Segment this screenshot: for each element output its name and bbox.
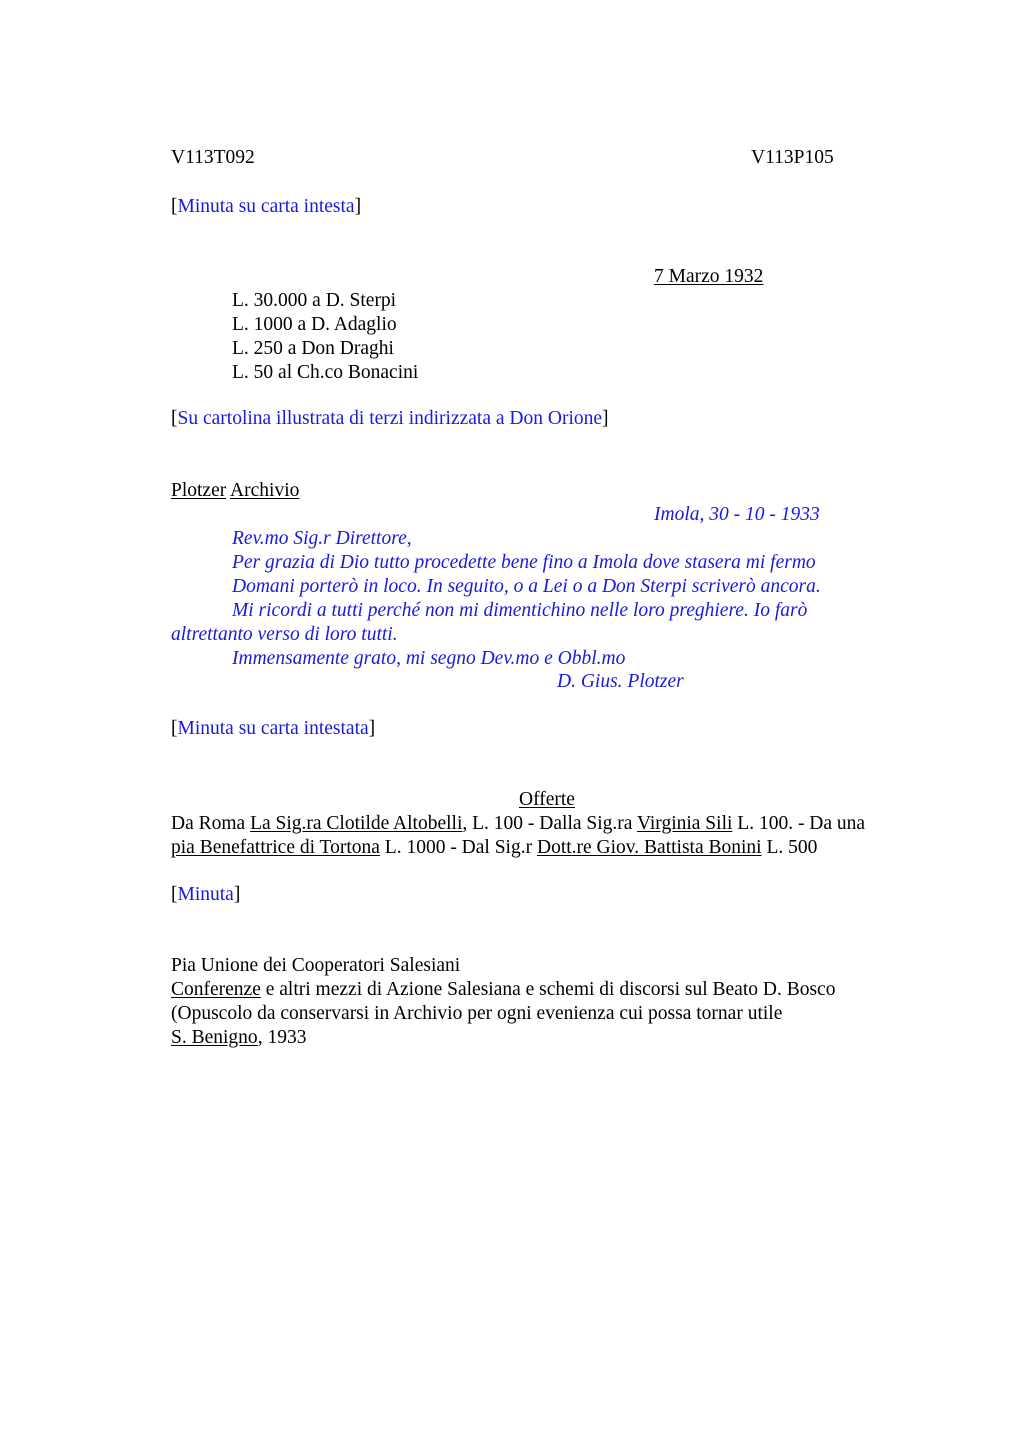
letter-line: Domani porterò in loco. In seguito, o a Lei o a Don Sterpi scriverò ancora. [232,576,821,597]
offering-text: L. 100. - Da una [732,813,866,834]
letter-line: altrettanto verso di loro tutti. [171,624,398,645]
publication-place: S. Benigno [171,1027,258,1048]
publication-line: (Opuscolo da conservarsi in Archivio per ogni evenienza cui possa tornar utile [171,1003,783,1024]
offering-text: L. 1000 - Dal Sig.r [379,837,537,858]
letter-date-1: 7 Marzo 1932 [654,266,764,287]
payment-list [232,289,418,385]
editorial-note-4-text: Minuta [177,884,234,905]
editorial-note-1: [Minuta su carta intesta] [171,196,362,217]
payment-item: L. 30.000 a D. Sterpi [232,290,397,311]
publication-underlined: Conferenze [171,979,261,1000]
letter-closing: Immensamente grato, mi segno Dev.mo e Obbl.mo [232,648,626,669]
letter-line: Per grazia di Dio tutto procedette bene fino a Imola dove stasera mi fermo [232,552,816,573]
payment-item: L. 50 al Ch.co Bonacini [232,362,419,383]
publication-line: Pia Unione dei Cooperatori Salesiani [171,955,461,976]
payment-item: L. 1000 a D. Adaglio [232,314,397,335]
letter-signature: D. Gius. Plotzer [557,671,684,692]
letter-salutation: Rev.mo Sig.r Direttore, [232,528,412,549]
publication-year: , 1933 [257,1027,307,1048]
document-code-left: V113T092 [171,147,255,168]
editorial-note-2-text: Su cartolina illustrata di terzi indirizzata a Don Orione [177,408,603,429]
document-code-right: V113P105 [751,147,834,168]
publication-entry [171,954,835,1050]
editorial-note-2: [Su cartolina illustrata di terzi indirizzata a Don Orione] [171,408,609,429]
donor-name: La Sig.ra Clotilde Altobelli [250,813,463,834]
publication-line [171,1026,835,1050]
offering-text: , L. 100 - Dalla Sig.ra [462,813,637,834]
letter-line: Mi ricordi a tutti perché non mi dimentichino nelle loro preghiere. Io farò [232,600,808,621]
donor-name: Virginia Sili [636,813,733,834]
donor-name: Dott.re Giov. Battista Bonini [536,837,762,858]
donor-name: pia Benefattrice di Tortona [171,837,380,858]
editorial-note-1-text: Minuta su carta intesta [177,196,355,217]
letter-place-date: Imola, 30 - 10 - 1933 [654,504,820,525]
letter-body [171,527,821,671]
editorial-note-3-text: Minuta su carta intestata [177,718,369,739]
publication-text: e altri mezzi di Azione Salesiana e schemi di discorsi sul Beato D. Bosco [260,979,836,1000]
offerings-paragraph [171,812,865,860]
payment-item: L. 250 a Don Draghi [232,338,394,359]
offering-text: Da Roma [171,813,251,834]
offering-text: L. 500 [761,837,818,858]
heading-archive: Archivio [230,480,300,501]
offerings-line-1 [171,812,865,836]
editorial-note-4: [Minuta] [171,884,241,905]
editorial-note-3: [Minuta su carta intestata] [171,718,376,739]
letter-heading [171,479,299,503]
offerings-line-2 [171,836,865,860]
heading-name: Plotzer [171,480,227,501]
publication-line [171,978,835,1002]
offerings-title: Offerte [519,789,575,810]
